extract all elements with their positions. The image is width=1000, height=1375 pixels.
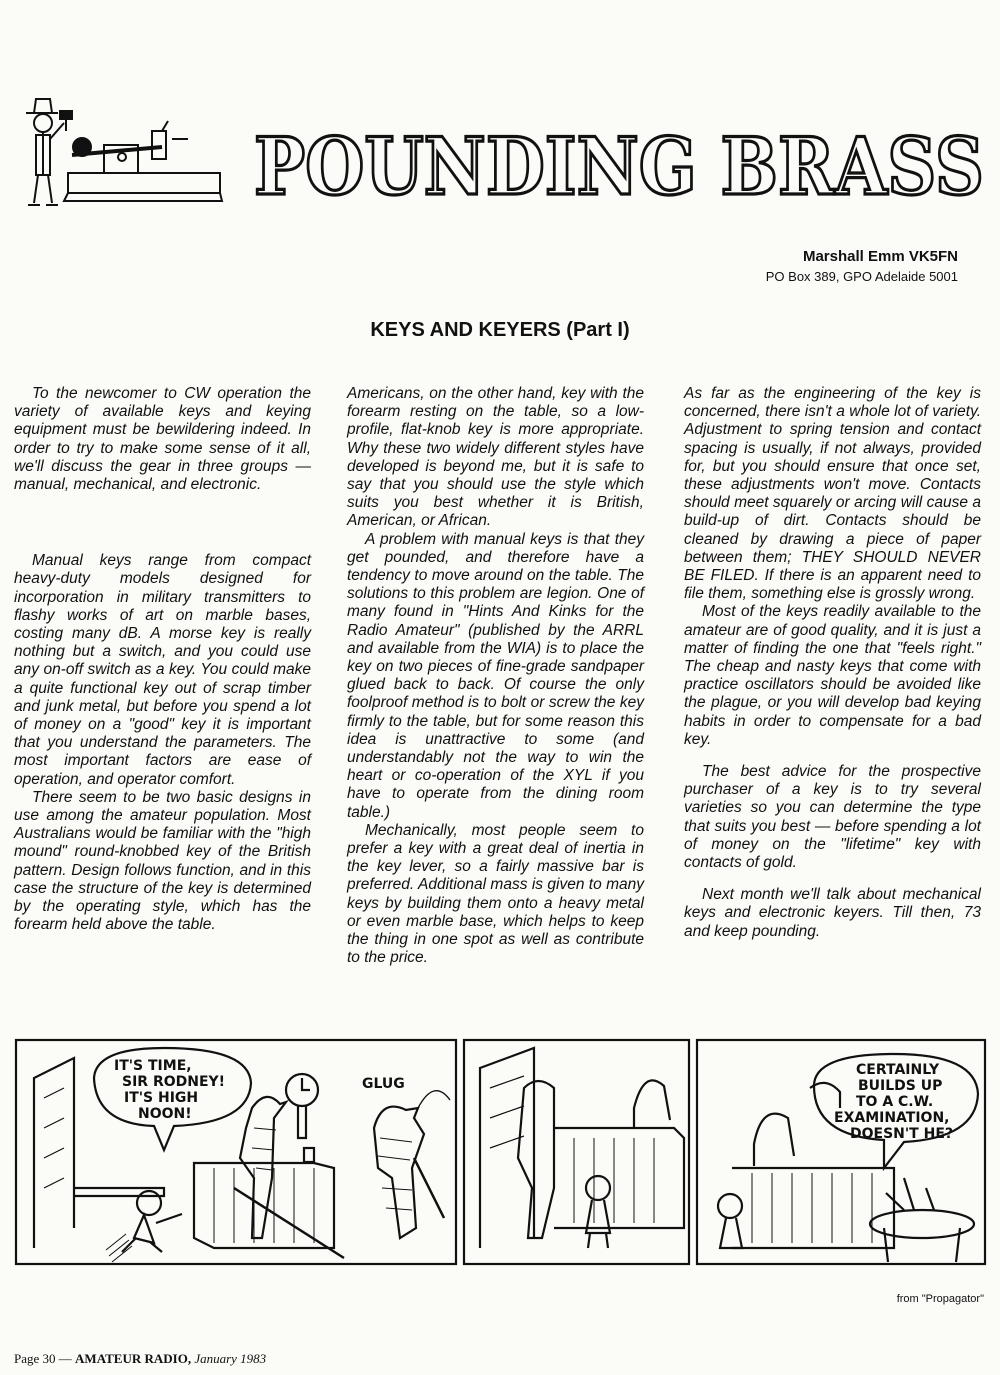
cartoon-text: IT'S HIGH bbox=[124, 1090, 199, 1106]
cartoon-text: SIR RODNEY! bbox=[122, 1074, 226, 1090]
author-name: Marshall Emm VK5FN bbox=[802, 248, 958, 265]
paragraph: Manual keys range from compact heavy-duty models designed for incorporation in military transmitters to flashy works of art on marble bases, costing many dB. A morse key is really nothing but a switch, and you could use any on-off switch as a key. You could make a quite functional key out of scrap timber and junk metal, but before you spend a lot of money on a "good" key it is important that you understand the parameters. The most important factors are ease of operation, and operator comfort. bbox=[14, 552, 311, 788]
author-address: PO Box 389, GPO Adelaide 5001 bbox=[765, 269, 958, 284]
article-column-1 bbox=[14, 385, 311, 934]
cartoon-strip bbox=[14, 1038, 987, 1268]
article-column-2 bbox=[347, 385, 644, 968]
cartoon-credit: from "Propagator" bbox=[896, 1293, 984, 1305]
paragraph: Next month we'll talk about mechanical keys and electronic keyers. Till then, 73 and keep pounding. bbox=[684, 886, 981, 940]
cartoon-text: BUILDS UP bbox=[858, 1078, 943, 1094]
paragraph: To the newcomer to CW operation the variety of available keys and keying equipment must be bewildering indeed. In order to try to make some sense of it all, we'll discuss the gear in three groups — manual, mechanical, and electronic. bbox=[14, 385, 311, 494]
cartoon-text: DOESN'T HE? bbox=[850, 1126, 953, 1142]
paragraph: There seem to be two basic designs in use among the amateur population. Most Australians would be familiar with the "high mound" round-knobbed key of the British pattern. Design follows function, and in this case the structure of the key is determined by the operating style, which has the forearm held above the table. bbox=[14, 788, 311, 934]
author-block bbox=[766, 248, 958, 284]
paragraph: Americans, on the other hand, key with the forearm resting on the table, so a low-profile, flat-knob key is more appropriate. Why these two widely different styles have developed is beyond me, but it is safe to say that you should use the style which suits you best whether it is British, American, or African. bbox=[347, 385, 644, 530]
sound-effect-text: GLUG bbox=[362, 1076, 405, 1092]
page-number: Page 30 — bbox=[14, 1351, 72, 1366]
cartoon-panel-4 bbox=[697, 1040, 985, 1264]
cartoon-text: IT'S TIME, bbox=[114, 1058, 192, 1074]
cartoon-text: TO A C.W. bbox=[856, 1094, 934, 1110]
issue-date: January 1983 bbox=[194, 1351, 267, 1366]
paragraph: As far as the engineering of the key is concerned, there isn't a whole lot of variety. Adjustment to spring tension and contact spacing is usually, if not always, provided for, but you should ensure that once set, these adjustments won't move. Contacts should meet squarely or arcing will cause a build-up of dirt. Contacts should be cleaned by drawing a piece of paper between them; THEY SHOULD NEVER BE FILED. If there is an apparent need to file them, something else is grossly wrong. bbox=[684, 385, 981, 603]
morse-key-operator-illustration bbox=[12, 95, 237, 210]
article-column-3 bbox=[684, 385, 981, 941]
magazine-name: AMATEUR RADIO, bbox=[75, 1351, 192, 1366]
page-footer bbox=[14, 1351, 266, 1367]
paragraph: A problem with manual keys is that they get pounded, and therefore have a tendency to move around on the table. The solutions to this problem are legion. One of many found in "Hints And Kinks for the Radio Amateur" (published by the ARRL and available from the WIA) is to place the key on two pieces of fine-grade sandpaper glued back to back. Of course the only foolproof method is to bolt or screw the key firmly to the table, but for some reason this idea is unattractive to some (and understandably not the way to win the heart or co-operation of the XYL if you have to operate from the dining room table.) bbox=[347, 530, 644, 821]
paragraph: Most of the keys readily available to the amateur are of good quality, and it is just a matter of finding the one that "feels right." The cheap and nasty keys that come with practice oscillators should be avoided like the plague, or you will develop bad keying habits in order to compensate for a bad key. bbox=[684, 603, 981, 748]
cartoon-text: NOON! bbox=[138, 1106, 192, 1122]
pounding-brass-title bbox=[254, 122, 986, 204]
title-text: POUNDING BRASS bbox=[254, 122, 984, 204]
paragraph: Mechanically, most people seem to prefer a key with a great deal of inertia in the key lever, so a fairly massive bar is preferred. Additional mass is given to many keys by building them onto a heavy metal or even marble base, which helps to keep the thing in one spot as well as contribute to the price. bbox=[347, 821, 644, 967]
article-subtitle: KEYS AND KEYERS (Part I) bbox=[370, 319, 630, 341]
paragraph: The best advice for the prospective purchaser of a key is to try several varieties so you can determine the type that suits you best — before spending a lot of money on the "lifetime" key with contacts of gold. bbox=[684, 763, 981, 872]
cartoon-text: EXAMINATION, bbox=[834, 1110, 950, 1126]
cartoon-panel-1-2 bbox=[16, 1040, 456, 1264]
cartoon-text: CERTAINLY bbox=[856, 1062, 940, 1078]
cartoon-panel-3 bbox=[464, 1040, 689, 1264]
